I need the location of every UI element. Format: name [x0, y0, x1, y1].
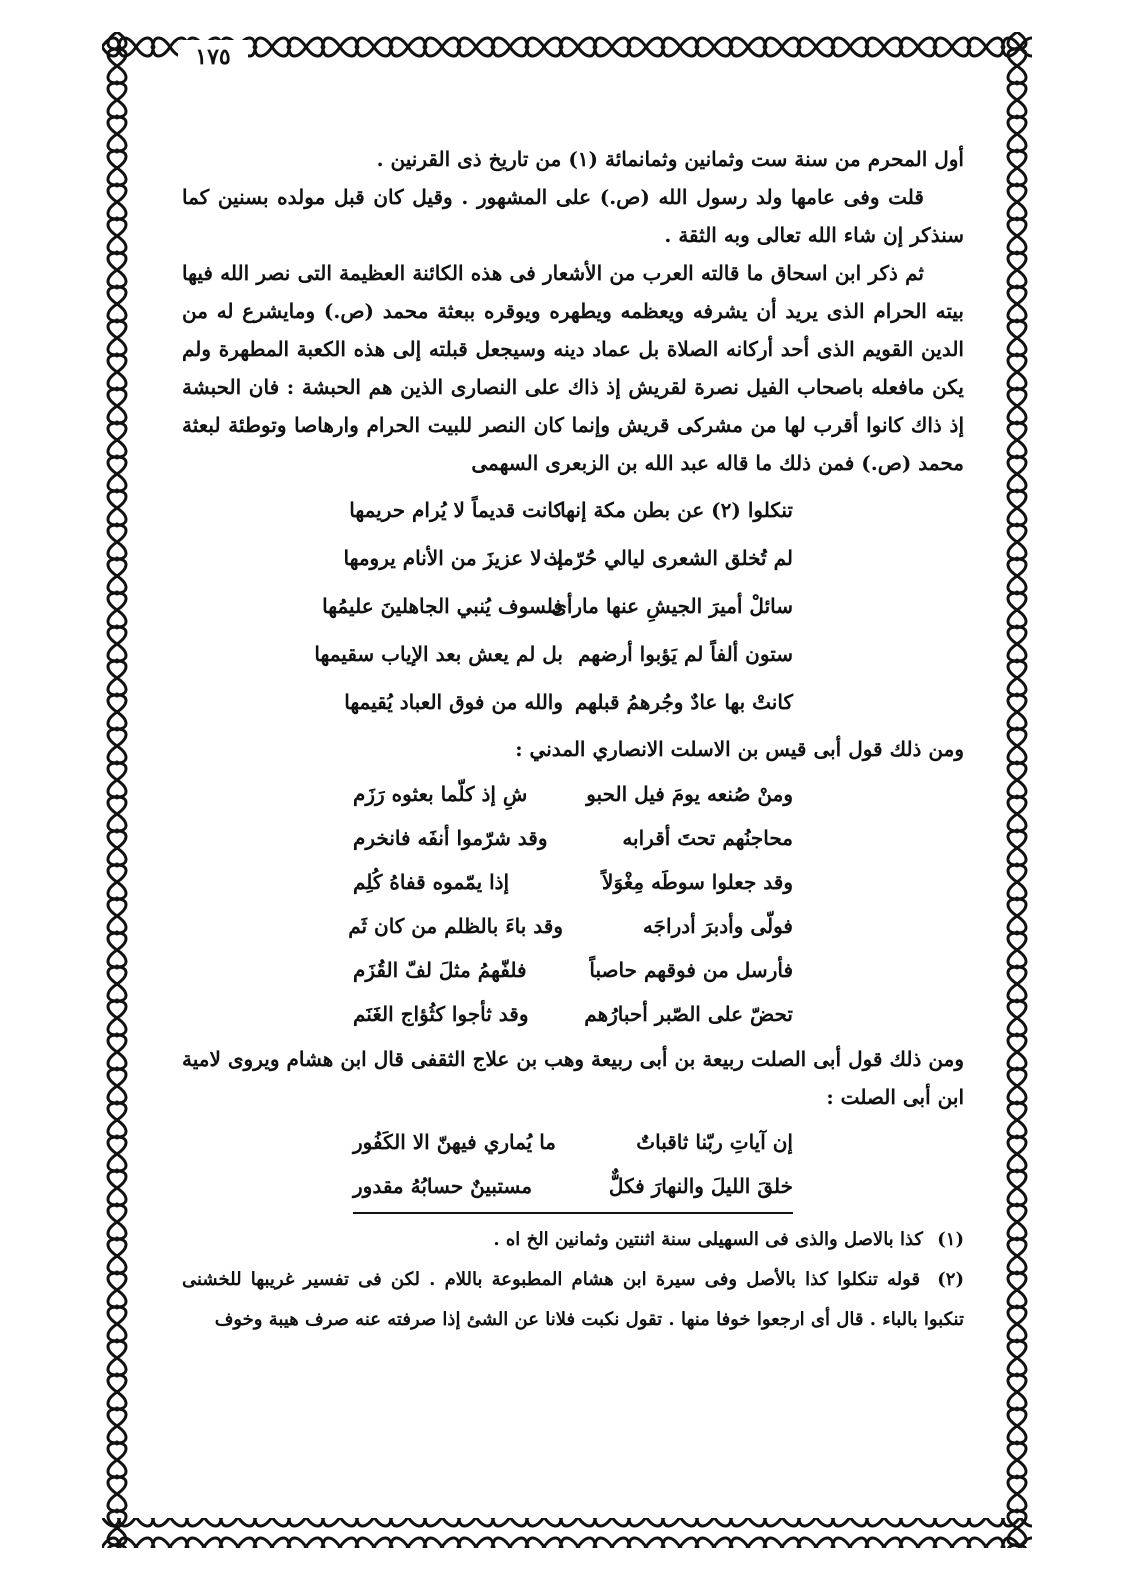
second-hemistich: فلسوف يُنبي الجاهلينَ عليمُها — [322, 594, 563, 618]
first-hemistich: فأرسل من فوقهم حاصباً — [589, 958, 793, 982]
poem-intro: ومن ذلك قول أبى الصلت ربيعة بن أبى ربيعة وهب بن علاج الثقفى قال ابن هشام ويروى لامية ابن أبى الصلت : — [182, 1047, 964, 1109]
first-hemistich: فولّى وأدبرَ أدراجَه — [642, 914, 793, 938]
first-hemistich: كانتْ بها عادٌ وجُرهمُ قبلهم — [574, 690, 793, 714]
second-hemistich: شِ إذ كلّما بعثوه رَزَم — [353, 782, 528, 806]
page-body — [182, 140, 964, 1340]
second-hemistich: وقد ثأجوا كثُؤاج الغَنَم — [353, 1002, 529, 1026]
first-hemistich: ومنْ صُنعه يومَ فيل الحبو — [586, 782, 793, 806]
second-hemistich: ما يُماري فيهنّ الا الكَفُور — [353, 1130, 556, 1154]
first-hemistich: إن آياتِ ربّنا ثاقباتٌ — [636, 1130, 793, 1154]
verse-line — [353, 860, 793, 904]
paragraph: قلت وفى عامها ولد رسول الله (ص.) على المشهور . وقيل كان قبل مولده بسنين كما سنذكر إن شاء الله تعالى وبه الثقة . — [182, 185, 964, 247]
second-hemistich: وقد شرّموا أنفَه فانخرم — [353, 826, 548, 850]
poem-intro: ومن ذلك قول أبى قيس بن الاسلت الانصاري المدني : — [515, 737, 964, 761]
footnote-1 — [182, 1220, 964, 1260]
footnote-text: قوله تنكلوا كذا بالأصل وفى سيرة ابن هشام المطبوعة باللام . لكن فى تفسير غريبها للخشنى تنكبوا بالباء . قال أى ارجعوا خوفا منها . تقول نكبت فلانا عن الشئ إذا صرفته عنه صرف هيبة وخوف — [182, 1269, 964, 1330]
first-hemistich: وقد جعلوا سوطَه مِغْوَلاً — [602, 870, 793, 894]
footnote-number: (٢) — [937, 1269, 964, 1290]
first-hemistich: محاجنُهم تحتَ أقرابه — [622, 826, 793, 850]
verse-line — [322, 582, 793, 630]
footnote-number: (١) — [937, 1229, 964, 1250]
second-hemistich: وقد باءَ بالظلم من كان ثَم — [348, 914, 563, 938]
footnote-2 — [182, 1260, 964, 1340]
first-hemistich: تحضّ على الصّبر أحبارُهم — [584, 1002, 793, 1026]
verse-line — [353, 948, 793, 992]
first-hemistich: تنكلوا (٢) عن بطن مكة إنها — [560, 498, 793, 522]
second-hemistich: فلفّهمُ مثلَ لفّ القُزَم — [353, 958, 527, 982]
verse-line — [343, 534, 793, 582]
paragraph: ثم ذكر ابن اسحاق ما قالته العرب من الأشعار فى هذه الكائنة العظيمة التى نصر الله فيها بيته الحرام الذى يريد أن يشرفه ويعظمه ويطهره ويوقره ببعثة محمد (ص.) ومايشرع له من الدين القويم الذى أحد أركانه الصلاة بل عماد دينه وسيجعل قبلته إلى هذه الكعبة المطهرة ولم يكن مافعله باصحاب الفيل نصرة لقريش إذ ذاك على النصارى الذين هم الحبشة : فان الحبشة إذ ذاك كانوا أقرب لها من مشركى قريش وإنما كان النصر للبيت الحرام وارهاصا وتوطئة لبعثة محمد (ص.) فمن ذلك ما قاله عبد الله بن الزبعرى السهمى — [182, 261, 964, 475]
poem-abu-qays — [348, 772, 793, 1036]
second-hemistich: إذا يمّموه قفاهُ كُلِم — [353, 870, 510, 894]
second-hemistich: مستبينٌ حسابُهُ مقدور — [353, 1174, 533, 1198]
verse-line — [314, 630, 793, 678]
first-hemistich: خلقَ الليلَ والنهارَ فكلٌّ — [608, 1174, 793, 1198]
second-hemistich: إذ لا عزيزَ من الأنام يرومها — [343, 546, 563, 570]
poem-ibn-zibara — [314, 486, 793, 726]
verse-line — [344, 678, 793, 726]
first-hemistich: لم تُخلق الشعرى ليالي حُرّمت — [543, 546, 793, 570]
second-hemistich: كانت قديماً لا يُرام حريمها — [349, 498, 563, 522]
poem-abu-salt — [353, 1120, 793, 1208]
verse-line — [353, 816, 793, 860]
paragraph: أول المحرم من سنة ست وثمانين وثمانمائة (١) من تاريخ ذى القرنين . — [376, 147, 964, 171]
first-hemistich: سائلْ أميرَ الجيشِ عنها مارأى — [551, 594, 793, 618]
page-number: ١٧٥ — [178, 40, 248, 74]
footnote-text: كذا بالاصل والذى فى السهيلى سنة اثنتين وثمانين الخ اه . — [493, 1229, 923, 1250]
footnote-divider — [353, 1212, 793, 1214]
verse-line — [353, 1120, 793, 1164]
second-hemistich: بل لم يعش بعد الإياب سقيمها — [314, 642, 563, 666]
first-hemistich: ستون ألفاً لم يَؤبوا أرضهم — [577, 642, 793, 666]
verse-line — [348, 904, 793, 948]
second-hemistich: والله من فوق العباد يُقيمها — [344, 690, 563, 714]
verse-line — [353, 992, 793, 1036]
verse-line — [353, 772, 793, 816]
verse-line — [353, 1164, 793, 1208]
verse-line — [349, 486, 793, 534]
